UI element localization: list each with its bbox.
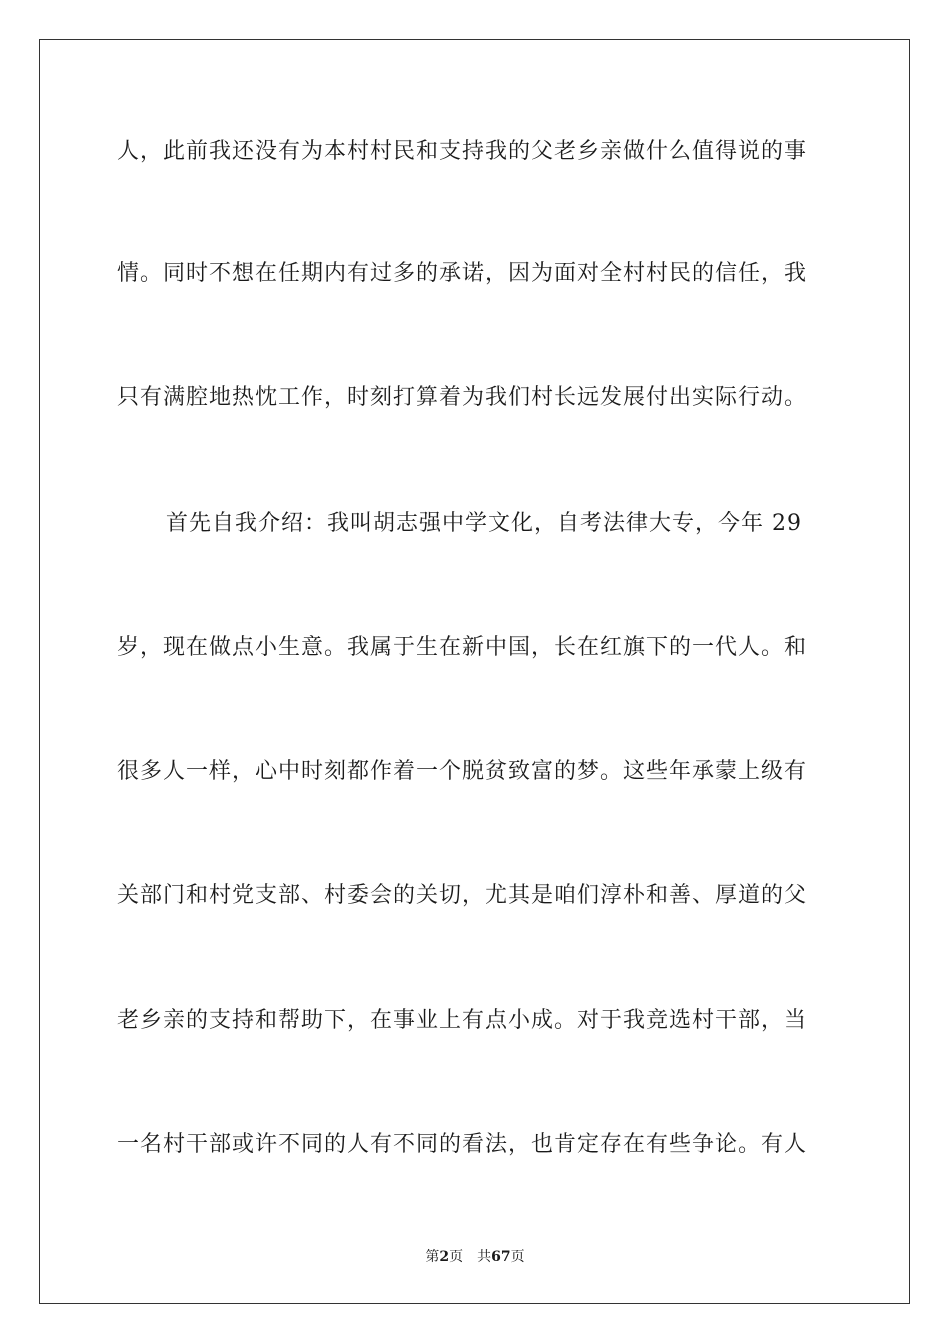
total-pages: 67	[491, 1249, 511, 1265]
total-prefix: 共	[477, 1249, 492, 1265]
page-number: 2	[439, 1249, 450, 1265]
page-border	[39, 39, 910, 1304]
text-line: 人，此前我还没有为本村村民和支持我的父老乡亲做什么值得说的事	[117, 139, 808, 164]
text-line: 一名村干部或许不同的人有不同的看法，也肯定存在有些争论。有人	[117, 1132, 808, 1157]
text-line: 岁，现在做点小生意。我属于生在新中国，长在红旗下的一代人。和	[117, 635, 808, 660]
paragraph-first-line: 首先自我介绍：我叫胡志强中学文化，自考法律大专，今年 29	[166, 511, 802, 536]
text-line: 很多人一样，心中时刻都作着一个脱贫致富的梦。这些年承蒙上级有	[117, 759, 808, 784]
page-footer	[0, 1248, 950, 1266]
text-line: 只有满腔地热忱工作，时刻打算着为我们村长远发展付出实际行动。	[117, 385, 808, 410]
total-suffix: 页	[510, 1249, 525, 1265]
text-line: 老乡亲的支持和帮助下，在事业上有点小成。对于我竞选村干部，当	[117, 1008, 808, 1033]
text-line: 关部门和村党支部、村委会的关切，尤其是咱们淳朴和善、厚道的父	[117, 883, 808, 908]
page-suffix: 页	[449, 1249, 464, 1265]
text-line: 情。同时不想在任期内有过多的承诺，因为面对全村村民的信任，我	[117, 261, 808, 286]
page-prefix: 第	[425, 1249, 440, 1265]
